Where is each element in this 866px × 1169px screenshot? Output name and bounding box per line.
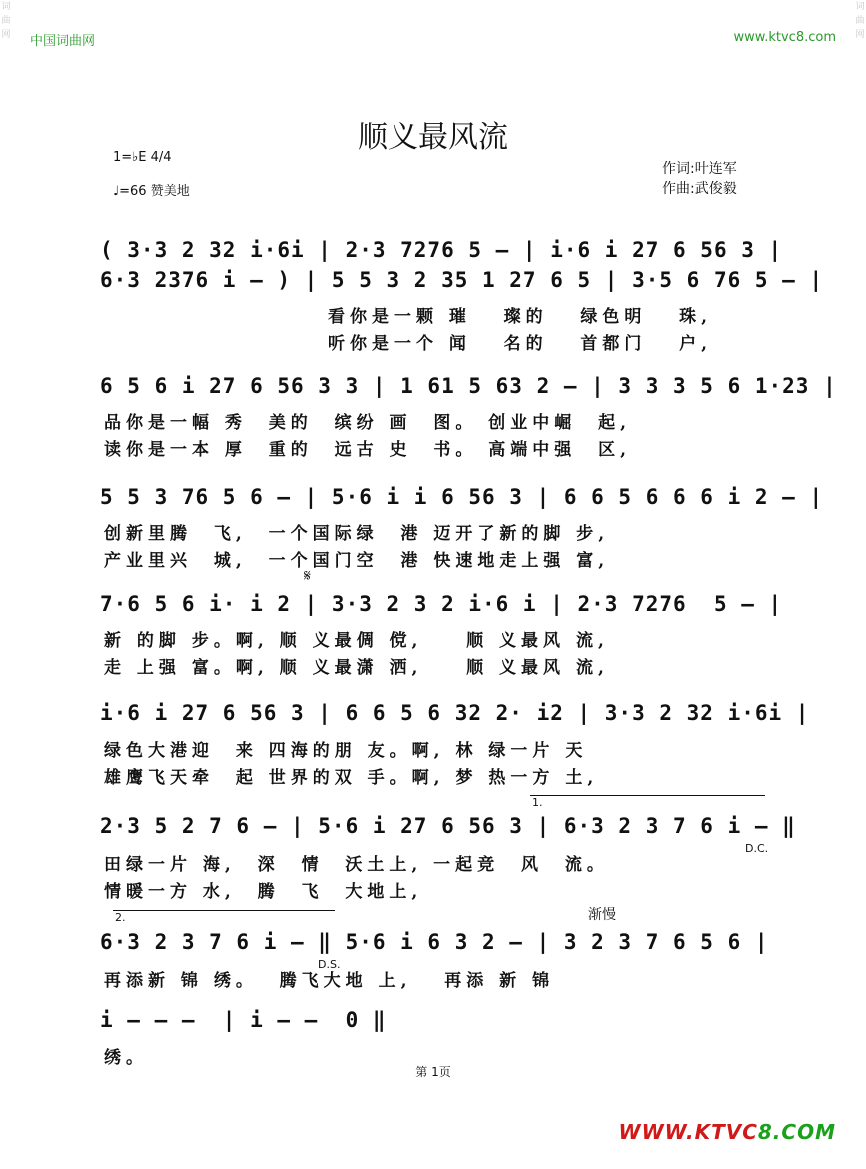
lyric-line: 田绿一片 海, 深 情 沃土上, 一起竞 风 流。 — [104, 855, 609, 875]
score-line: 7·6 5 6 i· i 2 | 3·3 2 3 2 i·6 i | 2·3 7276 5 – | — [100, 592, 783, 616]
site-logo — [619, 1120, 836, 1144]
lyric-line: 读你是一本 厚 重的 远古 史 书。 高端中强 区, — [104, 440, 632, 460]
ds-mark: D.S. — [318, 958, 341, 971]
side-watermark-left: 词曲网 — [1, 2, 11, 40]
ending-2-bracket — [113, 910, 335, 911]
logo-text-b: 8.COM — [757, 1120, 836, 1144]
lyric-line: 走 上强 富。啊, 顺 义最潇 洒, 顺 义最风 流, — [104, 658, 609, 678]
lyric-line: 再添新 锦 绣。 腾飞大地 上, 再添 新 锦 — [104, 971, 555, 991]
lyric-line: 绿色大港迎 来 四海的朋 友。啊, 林 绿一片 天 — [104, 741, 588, 761]
score-line: 5 5 3 76 5 6 – | 5·6 i i 6 56 3 | 6 6 5 6 6 6 i 2 – | — [100, 485, 824, 509]
lyric-line: 绣。 — [104, 1048, 148, 1068]
score-line: ( 3·3 2 32 i·6i | 2·3 7276 5 – | i·6 i 27 6 56 3 | — [100, 238, 783, 262]
logo-text-a: WWW.KTVC — [618, 1120, 758, 1144]
segno-sign: 𝄋 — [304, 566, 311, 585]
ending-1-label: 1. — [532, 796, 543, 809]
score-line: 6·3 2 3 7 6 i – ‖ 5·6 i 6 3 2 – | 3 2 3 7 6 5 6 | — [100, 930, 769, 954]
lyric-line: 雄鹰飞天牵 起 世界的双 手。啊, 梦 热一方 土, — [104, 768, 599, 788]
tempo-marking: ♩=66 赞美地 — [113, 184, 190, 199]
score-line: i – – – | i – – 0 ‖ — [100, 1008, 387, 1032]
lyric-line: 听你是一个 闻 名的 首都门 户, — [328, 334, 713, 354]
ending-2-label: 2. — [115, 911, 126, 924]
lyric-line: 产业里兴 城, 一个国门空 港 快速地走上强 富, — [104, 551, 610, 571]
score-line: 6·3 2376 i – ) | 5 5 3 2 35 1 27 6 5 | 3·5 6 76 5 – | — [100, 268, 824, 292]
lyric-line: 看你是一颗 璀 璨的 绿色明 珠, — [328, 307, 713, 327]
side-watermark-right: 词曲网 — [855, 2, 865, 40]
dc-mark: D.C. — [745, 842, 769, 855]
page-number: 第 1页 — [415, 1065, 451, 1079]
lyric-line: 新 的脚 步。啊, 顺 义最倜 傥, 顺 义最风 流, — [104, 631, 609, 651]
site-name-label[interactable]: 中国词曲网 — [30, 34, 96, 49]
lyricist-credit: 作词:叶连军 — [662, 161, 737, 177]
song-title: 顺义最风流 — [358, 120, 508, 155]
composer-credit: 作曲:武俊毅 — [662, 181, 737, 197]
score-line: i·6 i 27 6 56 3 | 6 6 5 6 32 2· i2 | 3·3 2 32 i·6i | — [100, 701, 810, 725]
key-signature: 1=♭E 4/4 — [113, 150, 172, 165]
site-url-link[interactable]: www.ktvc8.com — [733, 30, 836, 45]
ritardando-mark: 渐慢 — [588, 907, 616, 923]
score-line: 6 5 6 i 27 6 56 3 3 | 1 61 5 63 2 – | 3 3 3 5 6 1·23 | — [100, 374, 837, 398]
score-line: 2·3 5 2 7 6 – | 5·6 i 27 6 56 3 | 6·3 2 3 7 6 i – ‖ — [100, 814, 796, 838]
lyric-line: 情暖一方 水, 腾 飞 大地上, — [104, 882, 423, 902]
lyric-line: 品你是一幅 秀 美的 缤纷 画 图。 创业中崛 起, — [104, 413, 632, 433]
lyric-line: 创新里腾 飞, 一个国际绿 港 迈开了新的脚 步, — [104, 524, 610, 544]
ending-1-bracket — [530, 795, 765, 796]
